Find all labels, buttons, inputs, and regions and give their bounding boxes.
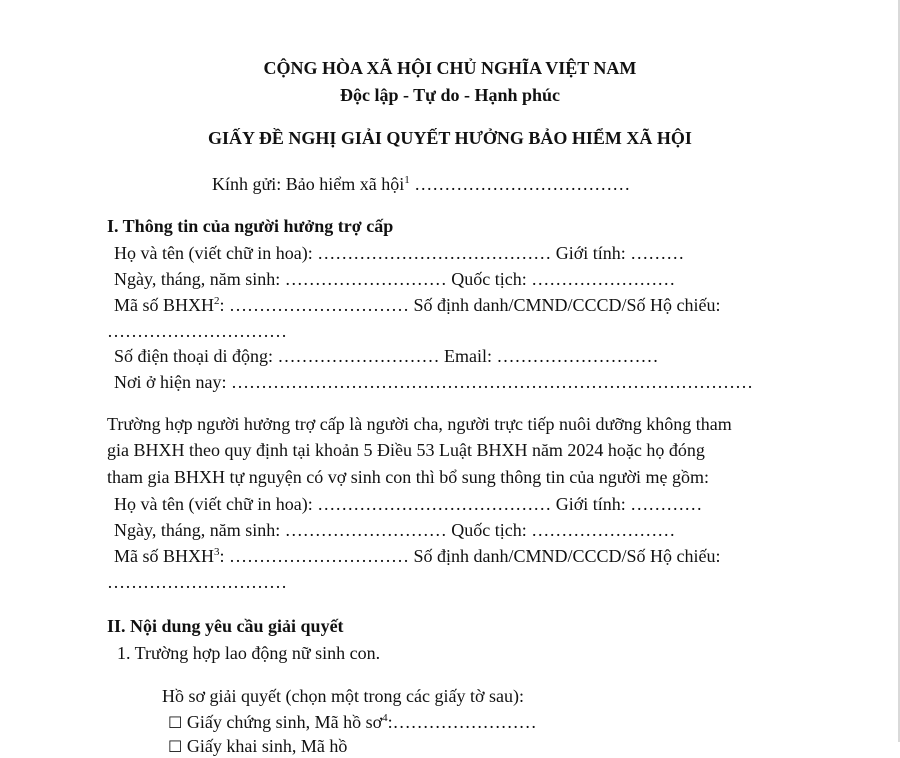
bhxh-label: Mã số BHXH	[114, 295, 215, 315]
footnote-marker: 2	[214, 295, 220, 307]
option-blank: :……………………	[387, 712, 537, 732]
recipient-line	[212, 173, 630, 195]
mother-bhxh-field	[114, 545, 721, 567]
form-title: GIẤY ĐỀ NGHỊ GIẢI QUYẾT HƯỞNG BẢO HIỂM XÃ HỘI	[208, 128, 692, 148]
paragraph-line: Trường hợp người hưởng trợ cấp là người cha, người trực tiếp nuôi dưỡng không tham	[107, 414, 732, 434]
bhxh-field	[114, 294, 721, 316]
option-birth-certificate[interactable]	[168, 711, 537, 734]
phone-field: Số điện thoại di động: ……………………… Email: ………………………	[114, 346, 659, 366]
motto: Độc lập - Tự do - Hạnh phúc	[339, 85, 561, 105]
paragraph-line: gia BHXH theo quy định tại khoản 5 Điều 53 Luật BHXH năm 2024 hoặc họ đóng	[107, 440, 705, 460]
address-field: Nơi ở hiện nay: ……………………………………………………………………………	[114, 372, 754, 392]
recipient-blank: ………………………………	[409, 174, 631, 194]
bhxh-rest: : ………………………… Số định danh/CMND/CCCD/Số Hộ chiếu:	[219, 546, 721, 566]
footnote-marker: 1	[404, 174, 410, 186]
option-birth-registration[interactable]	[168, 735, 347, 758]
item-1: 1. Trường hợp lao động nữ sinh con.	[117, 643, 381, 663]
bhxh-rest: : ………………………… Số định danh/CMND/CCCD/Số Hộ chiếu:	[219, 295, 721, 315]
section2-heading: II. Nội dung yêu cầu giải quyết	[107, 616, 344, 636]
checkbox[interactable]: ☐	[168, 737, 183, 756]
recipient-label: Kính gửi: Bảo hiểm xã hội	[212, 174, 405, 194]
paragraph-line: tham gia BHXH tự nguyện có vợ sinh con thì bổ sung thông tin của người mẹ gồm:	[107, 467, 709, 487]
bhxh-label: Mã số BHXH	[114, 546, 215, 566]
mother-name-field: Họ và tên (viết chữ in hoa): ………………………………… Giới tính: …………	[114, 494, 703, 514]
option-label: Giấy chứng sinh, Mã hồ sơ	[182, 712, 383, 732]
footnote-marker: 4	[382, 712, 388, 724]
checkbox[interactable]: ☐	[168, 713, 183, 732]
country-heading: CỘNG HÒA XÃ HỘI CHỦ NGHĨA VIỆT NAM	[263, 58, 637, 78]
footnote-marker: 3	[214, 546, 220, 558]
mother-dob-field: Ngày, tháng, năm sinh: ……………………… Quốc tịch: ……………………	[114, 520, 676, 540]
option-label: Giấy khai sinh, Mã hồ	[182, 736, 348, 756]
name-field: Họ và tên (viết chữ in hoa): ………………………………… Giới tính: ………	[114, 243, 685, 263]
id-blank: …………………………	[107, 321, 287, 341]
docs-intro: Hồ sơ giải quyết (chọn một trong các giấy tờ sau):	[162, 686, 524, 706]
dob-field: Ngày, tháng, năm sinh: ……………………… Quốc tịch: ……………………	[114, 269, 676, 289]
mother-id-blank: …………………………	[107, 572, 287, 592]
section1-heading: I. Thông tin của người hưởng trợ cấp	[107, 216, 394, 236]
